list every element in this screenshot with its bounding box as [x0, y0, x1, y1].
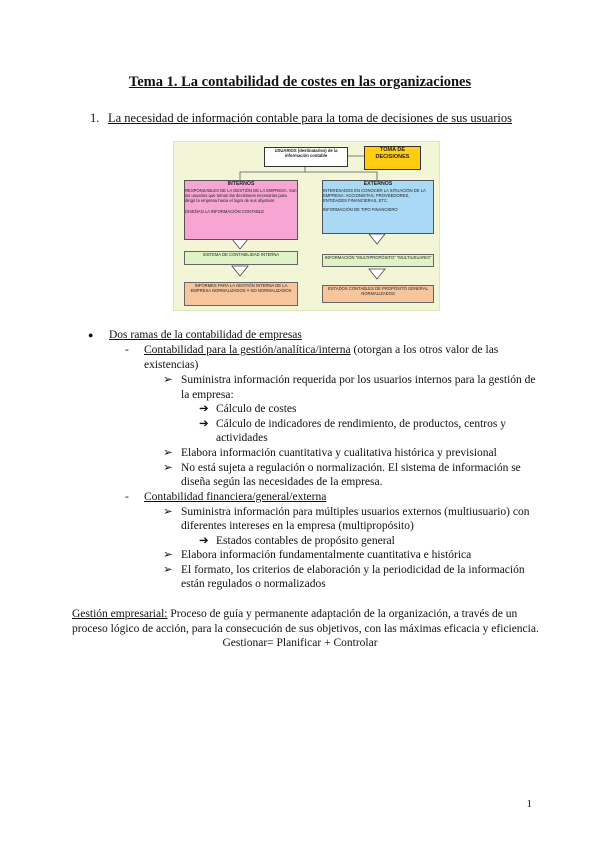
gestion-empresarial-line-1 — [72, 607, 517, 622]
dash-icon: - — [125, 344, 129, 356]
gestion-sub-2 — [199, 417, 506, 432]
gestion-s2a: Cálculo de indicadores de rendimiento, de productos, centros y — [216, 418, 506, 430]
gestion-point-3 — [163, 461, 521, 476]
externos-text: INTERESADOS EN CONOCER LA SITUACIÓN DE LA EMPRESA: ACCIONISTAS, PROVEEDORES, ENTIDADES FINANCIERAS, ETC. — [323, 188, 426, 203]
arrow-down-icon — [232, 266, 248, 276]
arrowhead-icon: ➢ — [163, 374, 173, 386]
ramas-item — [88, 328, 302, 343]
document-title: Tema 1. La contabilidad de costes en las organizaciones — [128, 74, 472, 90]
gestion-formula: Gestionar= Planificar + Controlar — [222, 637, 378, 649]
externos-title: EXTERNOS — [363, 181, 393, 187]
gestion-item — [125, 343, 498, 358]
users-box: USUARIOS (destinatarios) de la información contable — [264, 147, 348, 167]
ramas-text: Dos ramas de la contabilidad de empresas — [109, 329, 302, 341]
financiera-point-3 — [163, 563, 525, 578]
dash-icon: - — [125, 491, 129, 503]
financiera-p3a: El formato, los criterios de elaboración y la periodicidad de la información — [181, 564, 525, 576]
externos-statements-box: ESTADOS CONTABLES DE PROPÓSITO GENERAL NORMALIZADOS — [322, 285, 434, 303]
gestion-s1: Cálculo de costes — [216, 403, 297, 415]
gestion-label: Contabilidad para la gestión/analítica/interna — [144, 344, 351, 356]
arrow-right-icon: ➔ — [199, 418, 209, 430]
arrowhead-icon: ➢ — [163, 564, 173, 576]
section-number: 1. — [90, 111, 100, 125]
arrowhead-icon: ➢ — [163, 506, 173, 518]
arrowhead-icon: ➢ — [163, 549, 173, 561]
gestion-p1b: la empresa: — [181, 389, 234, 401]
externos-info-box: INFORMACIÓN "MULTIPROPÓSITO" "MULTIUSUARIO" — [322, 254, 434, 267]
gestion-sub-1 — [199, 402, 296, 417]
section-title: La necesidad de información contable para la toma de decisiones de sus usuarios — [108, 111, 513, 125]
arrow-down-icon — [232, 239, 248, 249]
gestion-p3b: diseña según las necesidades de la empresa. — [181, 476, 383, 488]
arrow-right-icon: ➔ — [199, 535, 209, 547]
financiera-p2: Elabora información fundamentalmente cuantitativa e histórica — [181, 549, 472, 561]
financiera-point-2 — [163, 548, 471, 563]
externos-box — [322, 180, 434, 234]
gestion-p3a: No está sujeta a regulación o normalización. El sistema de información se — [181, 462, 521, 474]
gestion-cont: existencias) — [144, 359, 199, 371]
arrow-right-icon: ➔ — [199, 403, 209, 415]
financiera-label: Contabilidad financiera/general/externa — [144, 491, 327, 503]
internos-system-box: SISTEMA DE CONTABILIDAD INTERNA — [184, 251, 298, 265]
gestion-point-2 — [163, 446, 497, 461]
arrowhead-icon: ➢ — [163, 447, 173, 459]
gestion-empresarial-label: Gestión empresarial: — [72, 608, 168, 620]
gestion-p1a: Suministra información requerida por los usuarios internos para la gestión de — [181, 374, 536, 386]
financiera-item — [125, 490, 326, 505]
internos-text: RESPONSABLES DE LA GESTIÓN DE LA EMPRESA. Son los usuarios que toman las decisiones necesarias para dirigir la empresa hacia el logro de sus objetivos — [185, 188, 297, 203]
internos-box — [184, 180, 298, 240]
page-number: 1 — [526, 798, 532, 810]
externos-info: INFORMACIÓN DE TIPO FINANCIERO — [323, 207, 398, 212]
arrow-down-icon — [369, 234, 385, 244]
users-diagram — [173, 141, 440, 311]
internos-design: DISEÑAN LA INFORMACIÓN CONTABLE — [185, 209, 265, 214]
arrow-down-icon — [369, 269, 385, 279]
internos-reports-box: INFORMES PARA LA GESTIÓN INTERNA DE LA EMPRESA NORMALIZADOS Y NO NORMALIZADOS — [184, 282, 298, 306]
section-heading — [90, 111, 512, 126]
gestion-point-1 — [163, 373, 536, 388]
internos-title: INTERNOS — [227, 181, 255, 187]
bullet-icon: ● — [88, 330, 94, 340]
gestion-empresarial-text-a: Proceso de guía y permanente adaptación de la organización, a través de un — [167, 608, 518, 620]
financiera-p1a: Suministra información para múltiples usuarios externos (multiusuario) con — [181, 506, 530, 518]
gestion-empresarial-line-2: proceso lógico de acción, para la consecución de sus objetivos, con las máximas eficacia y eficiencia. — [72, 623, 539, 635]
arrowhead-icon: ➢ — [163, 462, 173, 474]
financiera-p1b: diferentes intereses en la empresa (multipropósito) — [181, 520, 414, 532]
financiera-s1: Estados contables de propósito general — [216, 535, 395, 547]
toma-decisiones-box: TOMA DE DECISIONES — [364, 146, 421, 170]
gestion-suffix: (otorgan a los otros valor de las — [350, 344, 499, 356]
financiera-p3b: están regulados o normalizados — [181, 578, 326, 590]
financiera-sub-1 — [199, 534, 395, 549]
gestion-p2: Elabora información cuantitativa y cualitativa histórica y previsional — [181, 447, 497, 459]
gestion-s2b: actividades — [216, 432, 268, 444]
financiera-point-1 — [163, 505, 529, 520]
